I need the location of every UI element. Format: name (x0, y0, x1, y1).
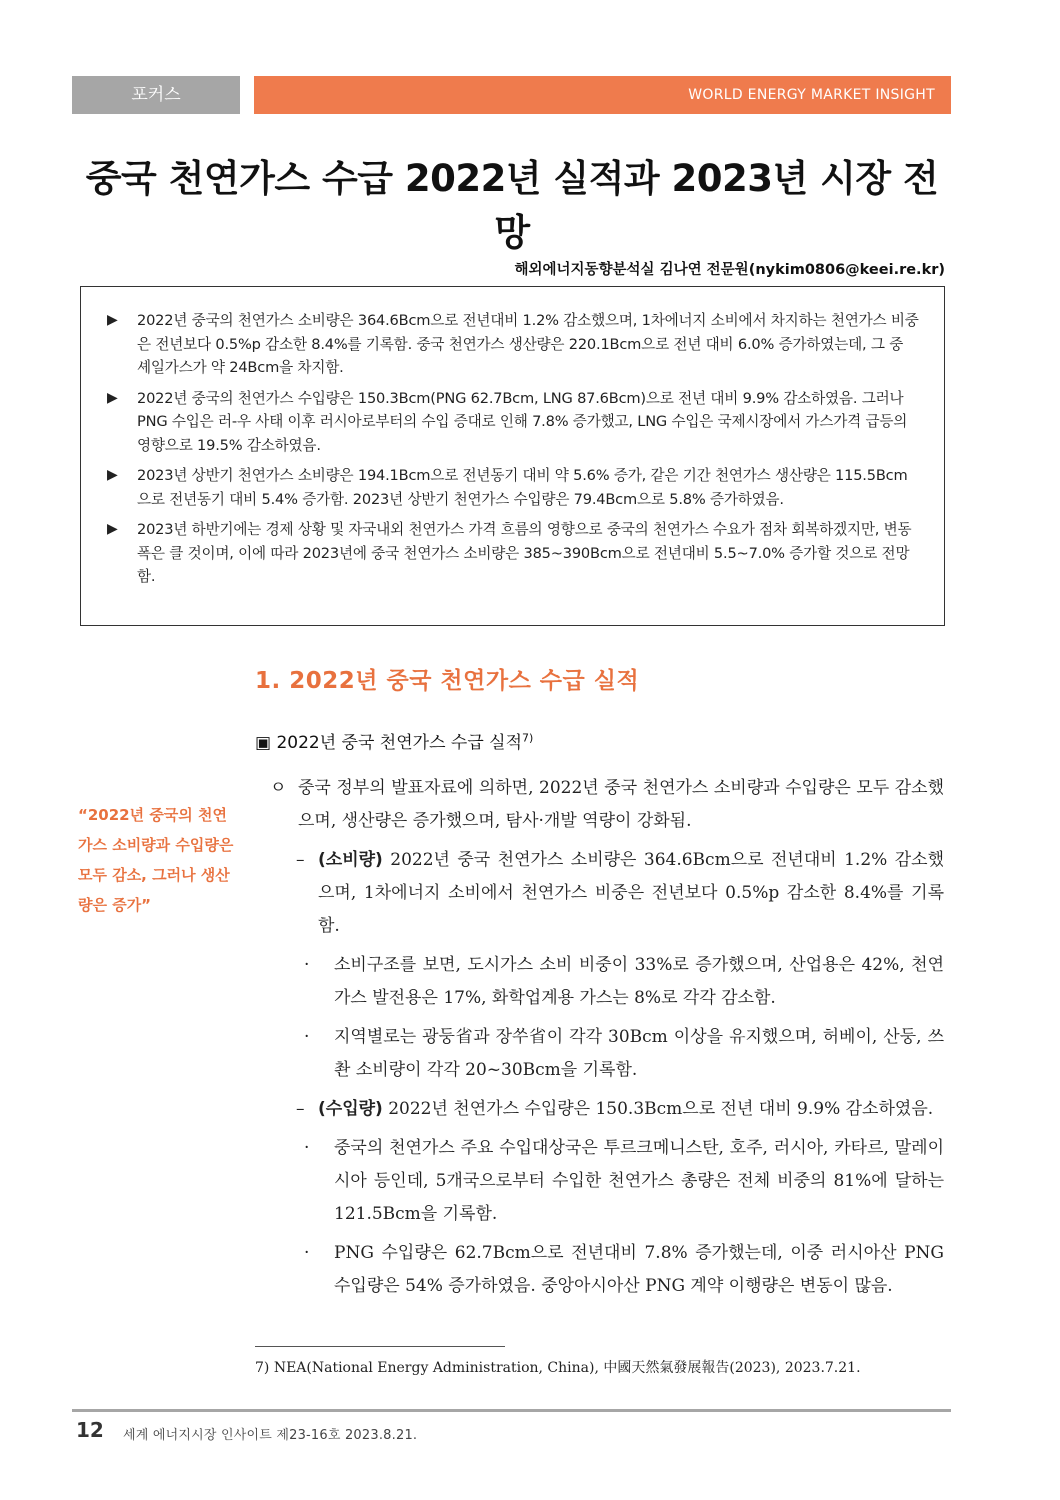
dash-marker: – (296, 850, 305, 870)
triangle-bullet-icon: ▶ (107, 312, 118, 328)
triangle-bullet-icon: ▶ (107, 521, 118, 537)
dot-marker: · (304, 955, 310, 975)
dash-marker: – (296, 1099, 305, 1119)
paragraph-import: – (수입량) 2022년 천연가스 수입량은 150.3Bcm으로 전년 대비 9.9% 감소하였음. (268, 1093, 944, 1126)
subsection-heading: ▣ 2022년 중국 천연가스 수급 실적$^{7)}$ (255, 731, 534, 753)
list-item: · PNG 수입량은 62.7Bcm으로 전년대비 7.8% 증가했는데, 이중 러시아산 PNG 수입량은 54% 증가하였음. 중앙아시아산 PNG 계약 이행량은 변동이 많음. (268, 1237, 944, 1303)
paragraph-consumption: – (소비량) 2022년 중국 천연가스 소비량은 364.6Bcm으로 전년대비 1.2% 감소했으며, 1차에너지 소비에서 천연가스 비중은 전년보다 0.5%p 감소한 8.4%를 기록함. (268, 844, 944, 943)
summary-box (80, 286, 945, 626)
summary-item: ▶ 2022년 중국의 천연가스 소비량은 364.6Bcm으로 전년대비 1.2% 감소했으며, 1차에너지 소비에서 차지하는 천연가스 비중은 전년보다 0.5%p 감소한 8.4%를 기록함. 중국 천연가스 생산량은 220.1Bcm으로 전년 대비 6.0% 증가하였는데, 그 중 셰일가스가 약 24Bcm을 차지함. (107, 309, 920, 380)
section-heading: 1. 2022년 중국 천연가스 수급 실적 (255, 668, 640, 694)
footer-divider (72, 1409, 951, 1412)
dot-marker: · (304, 1027, 310, 1047)
consumption-label: (소비량) (318, 850, 383, 870)
list-item: · 지역별로는 광둥省과 장쑤省이 각각 30Bcm 이상을 유지했으며, 허베이, 산둥, 쓰촨 소비량이 각각 20~30Bcm을 기록함. (268, 1021, 944, 1087)
page-title: 중국 천연가스 수급 2022년 실적과 2023년 시장 전망 (85, 157, 939, 254)
section-tab: 포커스 (72, 76, 240, 114)
sidebar-quote: “2022년 중국의 천연가스 소비량과 수입량은 모두 감소, 그러나 생산량은 증가” (78, 806, 234, 914)
body-text (268, 772, 944, 1309)
summary-item: ▶ 2023년 하반기에는 경제 상황 및 자국내외 천연가스 가격 흐름의 영향으로 중국의 천연가스 수요가 점차 회복하겠지만, 변동폭은 클 것이며, 이에 따라 2023년에 중국 천연가스 소비량은 385~390Bcm으로 전년대비 5.5~7.0% 증가할 것으로 전망함. (107, 518, 920, 589)
footnote-divider (255, 1346, 505, 1347)
series-tab: WORLD ENERGY MARKET INSIGHT (254, 76, 951, 114)
footnote: 7) NEA(National Energy Administration, China), 中國天然氣發展報告(2023), 2023.7.21. (255, 1360, 861, 1376)
import-label: (수입량) (318, 1099, 383, 1119)
footer-publication: 세계 에너지시장 인사이트 제23-16호 2023.8.21. (123, 1428, 418, 1443)
summary-item: ▶ 2023년 상반기 천연가스 소비량은 194.1Bcm으로 전년동기 대비 약 5.6% 증가, 같은 기간 천연가스 생산량은 115.5Bcm으로 전년동기 대비 5.4% 증가함. 2023년 상반기 천연가스 수입량은 79.4Bcm으로 5.8% 증가하였음. (107, 464, 920, 511)
summary-item: ▶ 2022년 중국의 천연가스 수입량은 150.3Bcm(PNG 62.7Bcm, LNG 87.6Bcm)으로 전년 대비 9.9% 감소하였음. 그러나 PNG 수입은 러-우 사태 이후 러시아로부터의 수입 증대로 인해 7.8% 증가했고, LNG 수입은 국제시장에서 가스가격 급등의 영향으로 19.5% 감소하였음. (107, 387, 920, 458)
circle-marker: ㅇ (270, 778, 287, 798)
list-item: · 중국의 천연가스 주요 수입대상국은 투르크메니스탄, 호주, 러시아, 카타르, 말레이시아 등인데, 5개국으로부터 수입한 천연가스 총량은 전체 비중의 81%에 달하는 121.5Bcm을 기록함. (268, 1132, 944, 1231)
header-bar (72, 76, 951, 114)
dot-marker: · (304, 1138, 310, 1158)
paragraph-circle: ㅇ 중국 정부의 발표자료에 의하면, 2022년 중국 천연가스 소비량과 수입량은 모두 감소했으며, 생산량은 증가했으며, 탐사·개발 역량이 강화됨. (268, 772, 944, 838)
footnote-ref[interactable]: 7) (522, 731, 534, 745)
list-item: · 소비구조를 보면, 도시가스 소비 비중이 33%로 증가했으며, 산업용은 42%, 천연가스 발전용은 17%, 화학업계용 가스는 8%로 각각 감소함. (268, 949, 944, 1015)
dot-marker: · (304, 1243, 310, 1263)
author-line: 해외에너지동향분석실 김나연 전문원(nykim0806@keei.re.kr) (514, 262, 945, 278)
triangle-bullet-icon: ▶ (107, 389, 118, 406)
triangle-bullet-icon: ▶ (107, 467, 118, 483)
page-number: 12 (76, 1418, 104, 1442)
